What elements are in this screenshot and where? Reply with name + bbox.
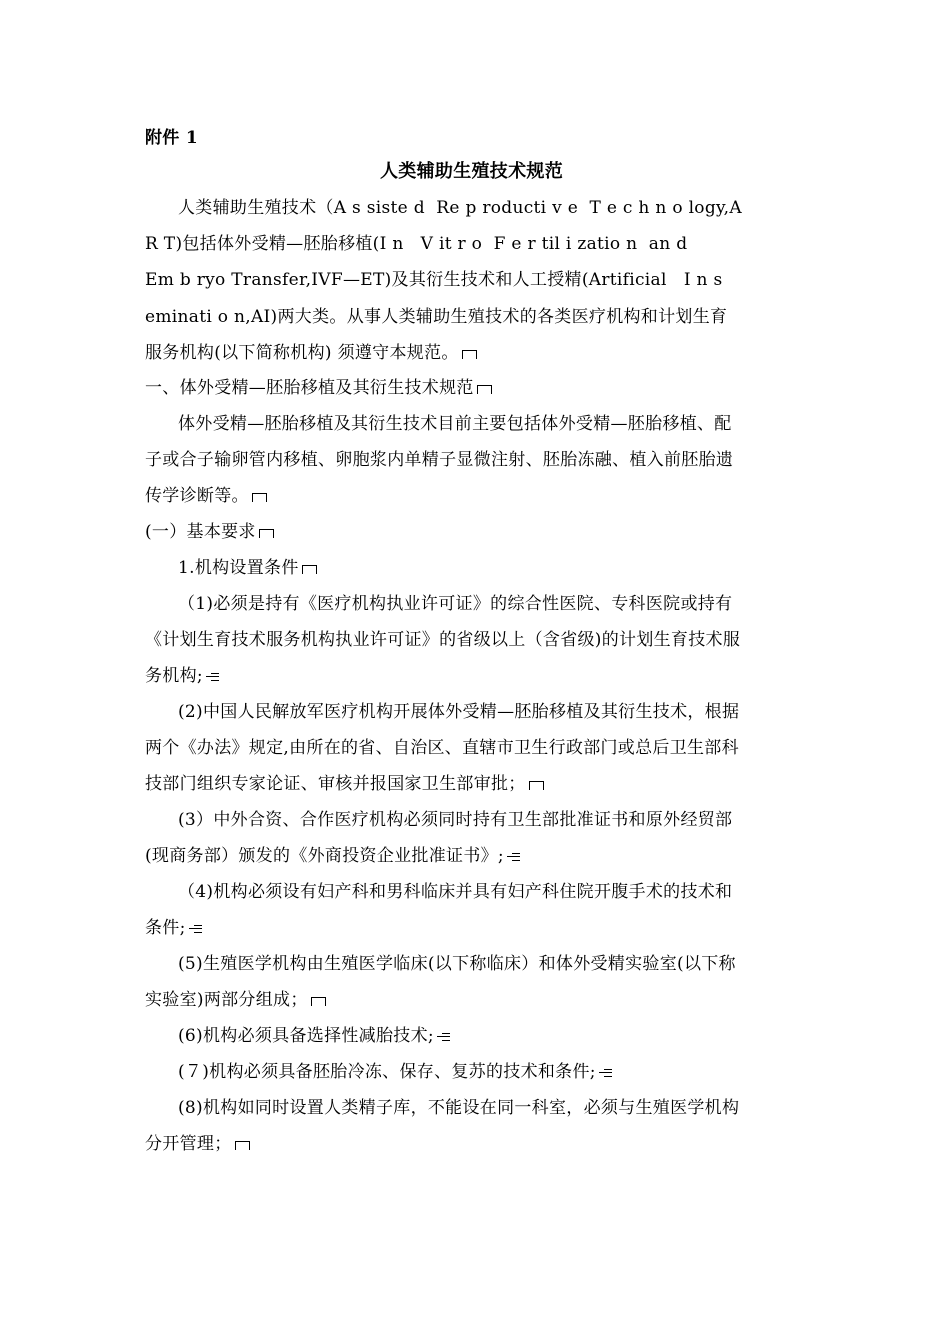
text-line: 条件; xyxy=(145,918,186,938)
subsection-heading: (一）基本要求 xyxy=(145,522,256,542)
item-heading: 1.机构设置条件 xyxy=(178,558,299,578)
text-line: （1)必须是持有《医疗机构执业许可证》的综合性医院、专科医院或持有 xyxy=(178,594,733,614)
document-title: 人类辅助生殖技术规范 xyxy=(380,161,563,182)
attachment-label: 附件 1 xyxy=(145,128,198,148)
paragraph-mark-icon xyxy=(310,996,326,1006)
text-line: (5)生殖医学机构由生殖医学临床(以下称临床）和体外受精实验室(以下称 xyxy=(178,954,736,974)
text-line: 务机构; xyxy=(145,666,203,686)
text-line: (2)中国人民解放军医疗机构开展体外受精—胚胎移植及其衍生技术，根据 xyxy=(178,702,740,722)
line-break-mark-icon xyxy=(436,1032,452,1042)
paragraph-mark-icon xyxy=(476,384,492,394)
text-line: 分开管理； xyxy=(145,1134,232,1154)
text-line: 人类辅助生殖技术（A s siste d Re p roducti v e T e c h n o logy,A xyxy=(178,198,742,218)
text-line: 实验室)两部分组成； xyxy=(145,990,308,1010)
text-line: (７)机构必须具备胚胎冷冻、保存、复苏的技术和条件; xyxy=(178,1062,596,1082)
paragraph-mark-icon xyxy=(301,564,317,574)
line-break-mark-icon xyxy=(205,672,221,682)
text-line: 子或合子输卵管内移植、卵胞浆内单精子显微注射、胚胎冻融、植入前胚胎遗 xyxy=(145,450,734,470)
line-break-mark-icon xyxy=(506,852,522,862)
text-line: 技部门组织专家论证、审核并报国家卫生部审批； xyxy=(145,774,526,794)
paragraph-mark-icon xyxy=(528,780,544,790)
text-line: (现商务部）颁发的《外商投资企业批准证书》; xyxy=(145,846,504,866)
text-line: Em b ryo Transfer,IVF—ET)及其衍生技术和人工授精(Artificial I n s xyxy=(145,270,723,290)
paragraph-mark-icon xyxy=(258,528,274,538)
text-line: 两个《办法》规定,由所在的省、自治区、直辖市卫生行政部门或总后卫生部科 xyxy=(145,738,739,758)
line-break-mark-icon xyxy=(598,1068,614,1078)
text-line: （4)机构必须设有妇产科和男科临床并具有妇产科住院开腹手术的技术和 xyxy=(178,882,733,902)
text-line: R T)包括体外受精—胚胎移植(I n V it r o F e r til i zatio n an d xyxy=(145,234,688,254)
text-line: 传学诊断等。 xyxy=(145,486,249,506)
text-line: eminati o n,AI)两大类。从事人类辅助生殖技术的各类医疗机构和计划生育 xyxy=(145,307,728,327)
paragraph-mark-icon xyxy=(234,1140,250,1150)
paragraph-mark-icon xyxy=(461,349,477,359)
text-line: 体外受精—胚胎移植及其衍生技术目前主要包括体外受精—胚胎移植、配 xyxy=(178,414,732,434)
paragraph-mark-icon xyxy=(251,492,267,502)
section-heading: 一、体外受精—胚胎移植及其衍生技术规范 xyxy=(145,378,474,398)
text-line: 《计划生育技术服务机构执业许可证》的省级以上（含省级)的计划生育技术服 xyxy=(145,630,741,650)
text-line: 服务机构(以下简称机构) 须遵守本规范。 xyxy=(145,343,459,363)
text-line: (8)机构如同时设置人类精子库，不能设在同一科室，必须与生殖医学机构 xyxy=(178,1098,740,1118)
text-line: (6)机构必须具备选择性减胎技术; xyxy=(178,1026,434,1046)
text-line: (3）中外合资、合作医疗机构必须同时持有卫生部批准证书和原外经贸部 xyxy=(178,810,733,830)
line-break-mark-icon xyxy=(188,924,204,934)
